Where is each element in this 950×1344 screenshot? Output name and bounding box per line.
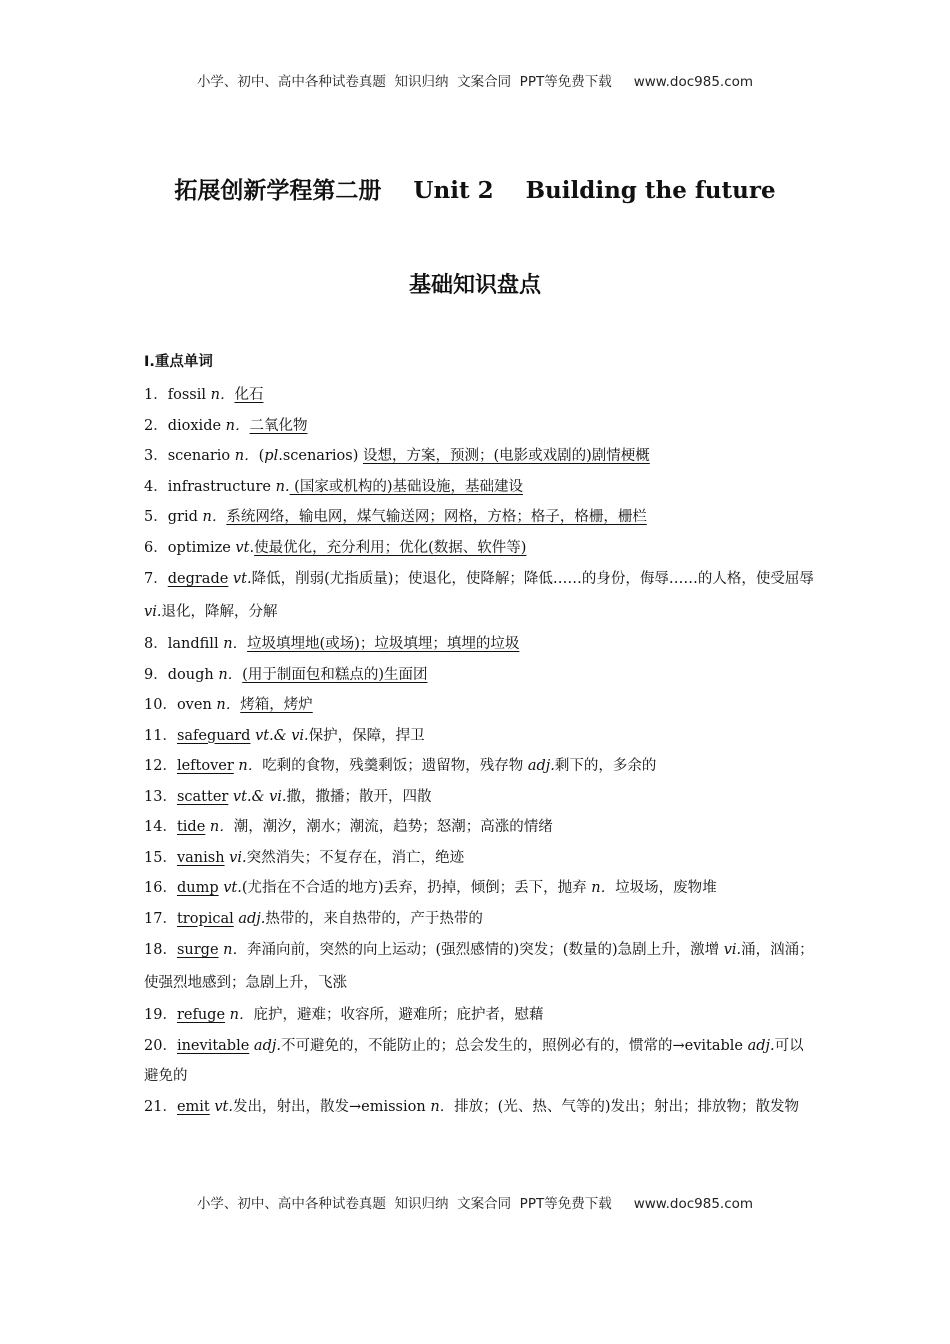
entry-number: 9． (144, 666, 168, 683)
entry-number: 8． (144, 636, 168, 652)
entry-definition: 使最优化，充分利用；优化(数据、软件等) (254, 539, 527, 556)
vocab-entry (144, 629, 814, 660)
entry-word: infrastructure (167, 478, 271, 495)
vocab-entry (144, 751, 814, 782)
entry-pos: n． (205, 819, 234, 835)
entry-definition: 潮，潮汐，潮水；潮流，趋势；怒潮；高涨的情绪 (233, 819, 553, 835)
entry-word: dump (176, 880, 219, 896)
entry-word: tide (176, 819, 206, 835)
section-heading: Ⅰ.重点单词 (144, 354, 213, 370)
entry-pos-secondary: n． (591, 880, 616, 896)
entry-definition: 突然消失；不复存在，消亡，绝迹 (246, 849, 465, 866)
page-footer (0, 1192, 950, 1212)
entry-pos: n． (211, 697, 241, 713)
entry-definition-secondary: 退化，降解，分解 (161, 604, 278, 620)
vocab-entry (144, 563, 814, 629)
entry-pos-secondary: n． (430, 1098, 455, 1115)
entry-definition: 垃圾填埋地(或场)；垃圾填埋；填埋的垃圾 (247, 636, 520, 652)
entry-number: 7． (144, 571, 168, 587)
vocab-entry (144, 782, 814, 813)
entry-definition-secondary: 可以避免的 (144, 1037, 804, 1084)
entry-number: 6． (144, 539, 168, 556)
entry-pos: n. (271, 478, 290, 495)
document-title: 拓展创新学程第二册 Unit 2 Building the future (174, 177, 776, 204)
entry-word: inevitable (176, 1037, 250, 1054)
vocab-entry (144, 1031, 814, 1092)
entry-pos-secondary: vi. (144, 604, 162, 620)
entry-definition: 庇护，避难；收容所，避难所；庇护者，慰藉 (253, 1007, 544, 1023)
entry-number: 14． (144, 819, 177, 835)
entry-word: landfill (167, 636, 219, 652)
entry-definition: (尤指在不合适的地方)丢弃，扔掉，倾倒；丢下，抛弃 (241, 880, 592, 896)
entry-pos: vt. (209, 1098, 233, 1115)
entry-definition: 化石 (234, 387, 264, 403)
entry-number: 18． (144, 942, 177, 958)
entry-pos: n． (233, 758, 263, 774)
entry-word: surge (176, 942, 219, 958)
vocab-entry (144, 411, 814, 442)
vocab-entry (144, 690, 814, 721)
entry-word: optimize (167, 539, 231, 556)
entry-pos: vt.& vi. (250, 727, 309, 744)
entry-pos: n． (221, 417, 250, 434)
entry-pos: adj. (233, 910, 266, 927)
entry-pos: n． (197, 509, 227, 525)
entry-pos: n． (230, 448, 259, 464)
entry-definition: 设想，方案，预测；(电影或戏剧的)剧情梗概 (362, 448, 650, 464)
footer-text: 小学、初中、高中各种试卷真题 知识归纳 文案合同 PPT等免费下载 (196, 1196, 612, 1212)
entry-definition-secondary: 涌，汹涌；使强烈地感到；急剧上升，飞涨 (144, 942, 814, 991)
entry-word: scatter (176, 788, 229, 805)
entry-word: emit (176, 1098, 210, 1115)
entry-pos: adj. (249, 1037, 281, 1054)
entry-pos: vi. (224, 849, 247, 866)
entry-pos: n． (213, 666, 243, 683)
vocab-entry (144, 904, 814, 935)
entry-number: 20． (144, 1037, 177, 1054)
entry-definition: 保护，保障，捍卫 (308, 727, 425, 744)
entry-definition-secondary: 垃圾场，废物堆 (615, 880, 717, 896)
entry-definition: 系统网络，输电网，煤气输送网；网格，方格；格子，格栅，栅栏 (226, 509, 647, 525)
vocab-entry (144, 1000, 814, 1031)
entry-number: 10． (144, 697, 177, 713)
entry-number: 21． (144, 1098, 177, 1115)
vocab-entry (144, 660, 814, 691)
entry-definition: 吃剩的食物，残羹剩饭；遗留物，残存物 (262, 758, 528, 774)
page-header (0, 70, 950, 90)
entry-word: grid (167, 509, 198, 525)
entry-pos-secondary: vi. (723, 942, 742, 958)
vocabulary-list (144, 380, 814, 1122)
header-text: 小学、初中、高中各种试卷真题 知识归纳 文案合同 PPT等免费下载 (196, 74, 612, 90)
vocab-entry (144, 1092, 814, 1123)
entry-definition-secondary: 剩下的，多余的 (554, 758, 657, 774)
entry-note: ( (258, 448, 265, 464)
entry-number: 1． (144, 387, 168, 403)
entry-pos: vt. (230, 539, 255, 556)
entry-word: refuge (176, 1007, 226, 1023)
entry-definition: 不可避免的，不能防止的；总会发生的，照例必有的，惯常的→evitable (280, 1037, 748, 1054)
entry-pos: n． (218, 636, 248, 652)
entry-number: 3． (144, 448, 168, 464)
header-url[interactable]: www.doc985.com (633, 74, 754, 90)
entry-pos: vt. (228, 571, 252, 587)
entry-pos: n． (218, 942, 247, 958)
entry-number: 15． (144, 849, 177, 866)
entry-number: 19． (144, 1007, 177, 1023)
entry-definition: 烤箱，烤炉 (240, 697, 313, 713)
entry-pos: n． (225, 1007, 254, 1023)
vocab-entry (144, 721, 814, 752)
vocab-entry (144, 873, 814, 904)
entry-definition: 奔涌向前，突然的向上运动；(强烈感情的)突发；(数量的)急剧上升，激增 (246, 942, 724, 958)
entry-definition-secondary: 排放；(光、热、气等的)发出；射出；排放物；散发物 (454, 1098, 799, 1115)
entry-pos-secondary: adj. (527, 758, 555, 774)
entry-definition: (用于制面包和糕点的)生面团 (242, 666, 428, 683)
entry-number: 13． (144, 788, 177, 805)
vocab-entry (144, 380, 814, 411)
entry-definition: 发出，射出，散发→emission (233, 1098, 431, 1115)
vocab-entry (144, 472, 814, 503)
entry-definition: (国家或机构的)基础设施，基础建设 (289, 478, 523, 495)
entry-number: 12． (144, 758, 177, 774)
entry-number: 17． (144, 910, 177, 927)
entry-word: oven (176, 697, 212, 713)
vocab-entry (144, 934, 814, 1000)
entry-word: tropical (176, 910, 234, 927)
entry-number: 5． (144, 509, 168, 525)
entry-note-abbr: pl (264, 448, 279, 464)
entry-word: dough (167, 666, 214, 683)
vocab-entry (144, 502, 814, 533)
vocab-entry (144, 533, 814, 564)
footer-url[interactable]: www.doc985.com (633, 1196, 754, 1212)
vocab-entry (144, 843, 814, 874)
entry-number: 2． (144, 417, 168, 434)
entry-pos: vt. (218, 880, 242, 896)
entry-word: dioxide (167, 417, 222, 434)
entry-number: 11． (144, 727, 177, 744)
entry-definition: 二氧化物 (249, 417, 308, 434)
vocab-entry (144, 812, 814, 843)
entry-pos-secondary: adj. (747, 1037, 775, 1054)
entry-number: 16． (144, 880, 177, 896)
entry-pos: vt.& vi. (228, 788, 287, 805)
section-title: 基础知识盘点 (408, 273, 541, 298)
entry-word: fossil (167, 387, 206, 403)
entry-definition: 降低，削弱(尤指质量)；使退化，使降解；降低……的身份，侮辱……的人格，使受屈辱 (251, 571, 814, 587)
entry-note: .scenarios) (278, 448, 363, 464)
entry-definition: 热带的，来自热带的，产于热带的 (265, 910, 483, 927)
entry-word: vanish (176, 849, 225, 866)
entry-word: safeguard (176, 727, 251, 744)
vocab-entry (144, 441, 814, 472)
entry-pos: n． (206, 387, 235, 403)
entry-number: 4． (144, 478, 168, 495)
entry-definition: 撒，撒播；散开，四散 (286, 788, 432, 805)
entry-word: scenario (167, 448, 231, 464)
entry-word: leftover (176, 758, 234, 774)
entry-word: degrade (167, 571, 229, 587)
